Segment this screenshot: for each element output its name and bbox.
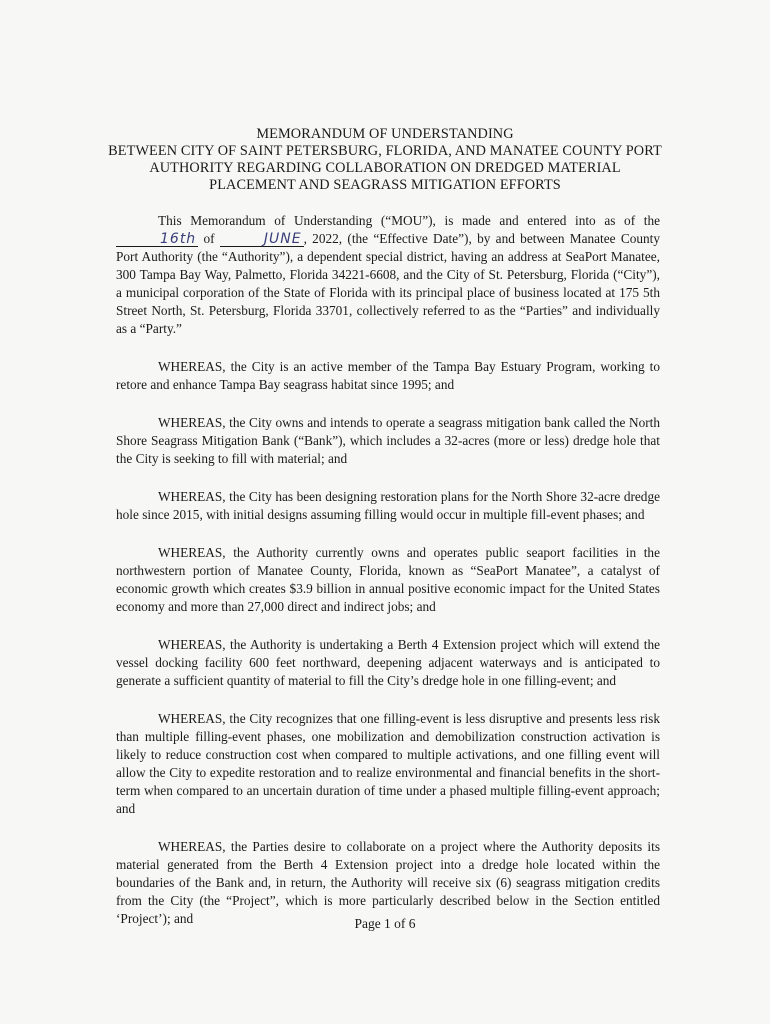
whereas-paragraph: WHEREAS, the City is an active member of the Tampa Bay Estuary Program, working to retore and enhance Tampa Bay seagrass habitat since 1995; and (116, 359, 660, 392)
document-body (116, 212, 660, 948)
title-line-4: PLACEMENT AND SEAGRASS MITIGATION EFFORTS (209, 177, 561, 193)
page-number: Page 1 of 6 (354, 916, 416, 931)
handwritten-month: JUNE (220, 232, 304, 247)
document-title (100, 126, 670, 194)
whereas-paragraph: WHEREAS, the Authority currently owns and operates public seaport facilities in the northwestern portion of Manatee County, Florida, known as “SeaPort Manatee”, a catalyst of economic growth which creates $3.9 billion in annual positive economic impact for the United States economy and more than 27,000 direct and indirect jobs; and (116, 545, 660, 614)
intro-of: of (203, 231, 215, 246)
whereas-paragraph: WHEREAS, the Parties desire to collaborate on a project where the Authority deposits its material generated from the Berth 4 Extension project into a dredge hole located within the boundaries of the Bank and, in return, the Authority will receive six (6) seagrass mitigation credits from the City (the “Project”, which is more particularly described below in the Section entitled ‘Project’); and (116, 839, 660, 926)
title-line-3: AUTHORITY REGARDING COLLABORATION ON DREDGED MATERIAL (149, 160, 621, 176)
whereas-paragraph: WHEREAS, the Authority is undertaking a Berth 4 Extension project which will extend the vessel docking facility 600 feet northward, deepening adjacent waterways and is anticipated to generate a sufficient quantity of material to fill the City’s dredge hole in one filling-event; and (116, 637, 660, 688)
whereas-paragraph: WHEREAS, the City recognizes that one filling-event is less disruptive and presents less risk than multiple filling-event phases, one mobilization and demobilization construction activation is likely to reduce construction cost when compared to multiple activations, and one filling event will allow the City to expedite restoration and to realize environmental and financial benefits in the short-term when compared to an uncertain duration of time under a phased multiple filling-event approach; and (116, 711, 660, 816)
intro-paragraph (116, 212, 660, 338)
title-line-2: BETWEEN CITY OF SAINT PETERSBURG, FLORIDA, AND MANATEE COUNTY PORT (108, 143, 662, 159)
intro-lead: This Memorandum of Understanding (“MOU”), is made and entered into as of the (158, 213, 660, 228)
intro-rest: , 2022, (the “Effective Date”), by and between Manatee County Port Authority (the “Authority”), a dependent special district, having an address at SeaPort Manatee, 300 Tampa Bay Way, Palmetto, Florida 34221-6608, and the City of St. Petersburg, Florida (“City”), a municipal corporation of the State of Florida with its principal place of business located at 175 5th Street North, St. Petersburg, Florida 33701, collectively referred to as the “Parties” and individually as a “Party.” (116, 231, 660, 336)
handwritten-day: 16th (116, 232, 198, 247)
whereas-paragraph: WHEREAS, the City owns and intends to operate a seagrass mitigation bank called the North Shore Seagrass Mitigation Bank (“Bank”), which includes a 32-acres (more or less) dredge hole that the City is seeking to fill with material; and (116, 415, 660, 466)
whereas-paragraph: WHEREAS, the City has been designing restoration plans for the North Shore 32-acre dredge hole since 2015, with initial designs assuming filling would occur in multiple fill-event phases; and (116, 489, 660, 522)
title-line-1: MEMORANDUM OF UNDERSTANDING (256, 126, 514, 142)
